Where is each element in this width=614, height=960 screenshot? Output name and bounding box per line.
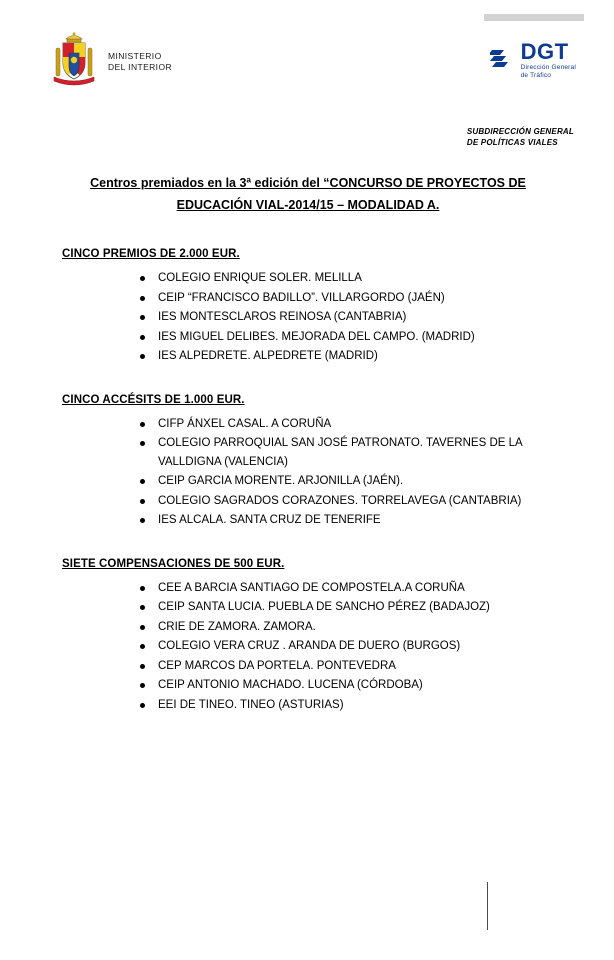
list-item: COLEGIO PARROQUIAL SAN JOSÉ PATRONATO. TAVERNES DE LA VALLDIGNA (VALENCIA) [140, 434, 582, 471]
list-item: COLEGIO VERA CRUZ . ARANDA DE DUERO (BURGOS) [140, 637, 582, 656]
dgt-subtitle-line1: Dirección General [520, 64, 576, 71]
section-spacer [62, 544, 582, 558]
list-item: IES MIGUEL DELIBES. MEJORADA DEL CAMPO. (MADRID) [140, 328, 582, 347]
dgt-subtitle [521, 64, 576, 80]
award-section [62, 248, 582, 366]
page-title-line1: Centros premiados en la 3ª edición del “CONCURSO DE PROYECTOS DE [90, 176, 526, 190]
footer-rule [487, 882, 488, 930]
page-title-line2: EDUCACIÓN VIAL-2014/15 – MODALIDAD A. [176, 198, 440, 212]
list-item: COLEGIO ENRIQUE SOLER. MELILLA [140, 269, 582, 288]
list-item: CRIE DE ZAMORA. ZAMORA. [140, 618, 582, 637]
ministry-logo-group [50, 32, 172, 92]
list-item: CIFP ÁNXEL CASAL. A CORUÑA [140, 415, 582, 434]
dgt-subtitle-line2: de Tráfico [520, 72, 552, 79]
award-list [62, 415, 582, 530]
section-heading: CINCO ACCÉSITS DE 1.000 EUR. [62, 393, 245, 406]
list-item: CEIP “FRANCISCO BADILLO”. VILLARGORDO (JAÉN) [140, 289, 582, 308]
list-item: CEIP SANTA LUCIA. PUEBLA DE SANCHO PÉREZ (BADAJOZ) [140, 598, 582, 617]
section-heading: CINCO PREMIOS DE 2.000 EUR. [62, 248, 240, 260]
list-item: IES ALPEDRETE. ALPEDRETE (MADRID) [140, 347, 582, 366]
dgt-arrow-icon [490, 44, 516, 70]
dgt-text-block [520, 39, 576, 80]
list-item: IES ALCALA. SANTA CRUZ DE TENERIFE [140, 511, 582, 530]
award-section [62, 394, 582, 530]
section-spacer [62, 380, 582, 394]
section-heading: SIETE COMPENSACIONES DE 500 EUR. [62, 557, 285, 570]
dgt-logo-group [490, 39, 576, 80]
award-section [62, 558, 582, 715]
subdireccion-label [467, 126, 574, 148]
list-item: CEIP ANTONIO MACHADO. LUCENA (CÓRDOBA) [140, 676, 582, 695]
subdireccion-line1: SUBDIRECCIÓN GENERAL [466, 127, 574, 136]
top-decorative-bar [484, 14, 584, 21]
spain-coat-of-arms-icon [50, 32, 98, 92]
subdireccion-line2: DE POLÍTICAS VIALES [466, 138, 558, 147]
list-item: CEIP GARCIA MORENTE. ARJONILLA (JAÉN). [140, 472, 582, 491]
ministry-label-line1: MINISTERIO [108, 51, 162, 61]
list-item: EEI DE TINEO. TINEO (ASTURIAS) [140, 696, 582, 715]
page-title [62, 172, 554, 216]
list-item: IES MONTESCLAROS REINOSA (CANTABRIA) [140, 308, 582, 327]
award-list [62, 579, 582, 715]
award-list [62, 269, 582, 366]
dgt-wordmark: DGT [520, 39, 569, 64]
list-item: CEE A BARCIA SANTIAGO DE COMPOSTELA.A CORUÑA [140, 579, 582, 598]
list-item: COLEGIO SAGRADOS CORAZONES. TORRELAVEGA (CANTABRIA) [140, 492, 582, 511]
document-body [62, 248, 582, 728]
ministry-label [108, 51, 172, 73]
list-item: CEP MARCOS DA PORTELA. PONTEVEDRA [140, 657, 582, 676]
ministry-label-line2: DEL INTERIOR [108, 62, 172, 72]
document-header [0, 30, 614, 110]
